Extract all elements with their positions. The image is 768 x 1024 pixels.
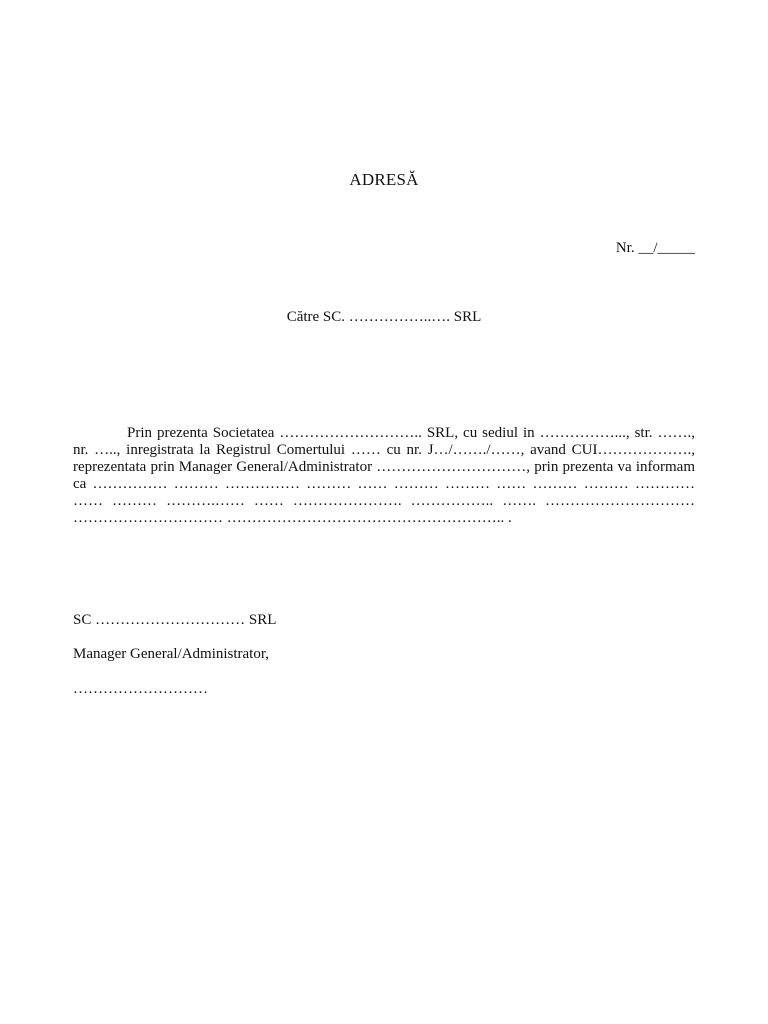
- signature-role: Manager General/Administrator,: [73, 646, 269, 662]
- signature-company: SC ………………………… SRL: [73, 612, 277, 628]
- signature-line: ………………………: [73, 681, 208, 697]
- recipient-line: Către SC. ……………..…. SRL: [286, 309, 482, 325]
- document-title: ADRESĂ: [349, 170, 419, 189]
- body-paragraph: Prin prezenta Societatea ……………………….. SRL, cu sediul in ……………..., str. ……., nr. ….., inregistrata la Registrul Comertului …… cu nr. J…/……./……, avand CUI………………., reprezentata prin Manager General/Administrator …………………………, prin prezenta va informam ca …………… ……… …………… ……… …… ……… ……… …… ……… ……… ………… …… ……… ……….…… …… …………………. …………….. ……. ………………………… ………………………… ……………………………………………….. .: [73, 425, 695, 526]
- registration-number: Nr. __/_____: [615, 240, 695, 256]
